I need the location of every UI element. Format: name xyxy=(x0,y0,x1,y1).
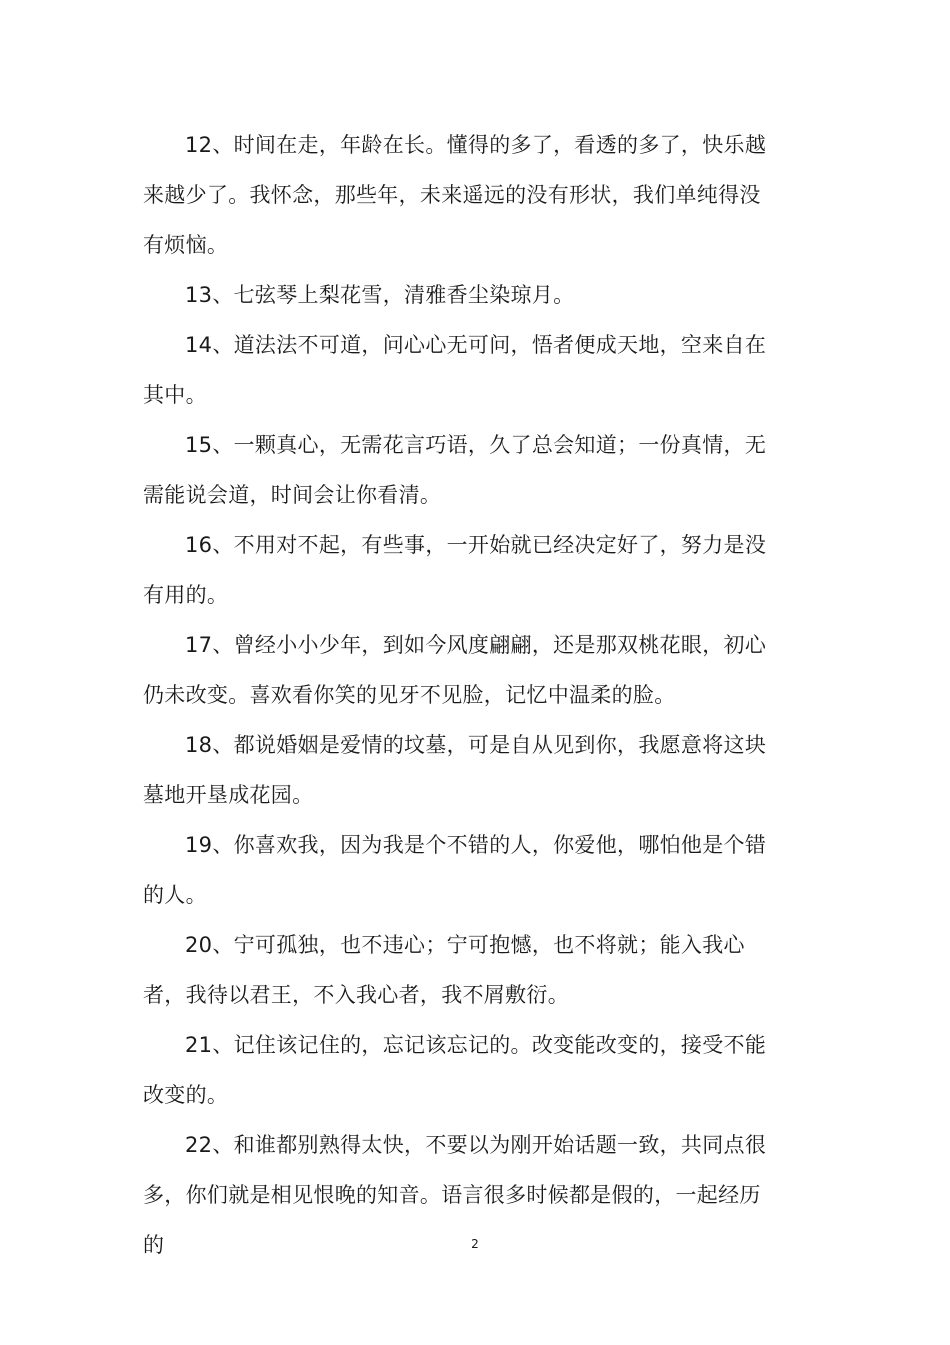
paragraph-13: 13、七弦琴上梨花雪，清雅香尘染琼月。 xyxy=(185,283,575,307)
paragraph-15: 15、一颗真心，无需花言巧语，久了总会知道；一份真情，无需能说会道，时间会让你看清。 xyxy=(143,433,767,507)
paragraph-16: 16、不用对不起，有些事，一开始就已经决定好了，努力是没有用的。 xyxy=(143,533,767,607)
paragraph-21: 21、记住该记住的，忘记该忘记的。改变能改变的，接受不能改变的。 xyxy=(143,1033,767,1107)
paragraph-22: 22、和谁都别熟得太快，不要以为刚开始话题一致，共同点很多，你们就是相见恨晚的知音。语言很多时候都是假的，一起经历的 xyxy=(143,1133,767,1257)
paragraph-14: 14、道法法不可道，问心心无可问，悟者便成天地，空来自在其中。 xyxy=(143,333,767,407)
page-number: 2 xyxy=(471,1237,479,1251)
paragraph-17: 17、曾经小小少年，到如今风度翩翩，还是那双桃花眼，初心仍未改变。喜欢看你笑的见牙不见脸，记忆中温柔的脸。 xyxy=(143,633,767,707)
paragraph-18: 18、都说婚姻是爱情的坟墓，可是自从见到你，我愿意将这块墓地开垦成花园。 xyxy=(143,733,767,807)
document-body xyxy=(143,120,773,1270)
paragraph-20: 20、宁可孤独，也不违心；宁可抱憾，也不将就；能入我心者，我待以君王，不入我心者，我不屑敷衍。 xyxy=(143,933,745,1007)
paragraph-19: 19、你喜欢我，因为我是个不错的人，你爱他，哪怕他是个错的人。 xyxy=(143,833,767,907)
paragraph-12: 12、时间在走，年龄在长。懂得的多了，看透的多了，快乐越来越少了。我怀念，那些年，未来遥远的没有形状，我们单纯得没有烦恼。 xyxy=(143,133,767,257)
